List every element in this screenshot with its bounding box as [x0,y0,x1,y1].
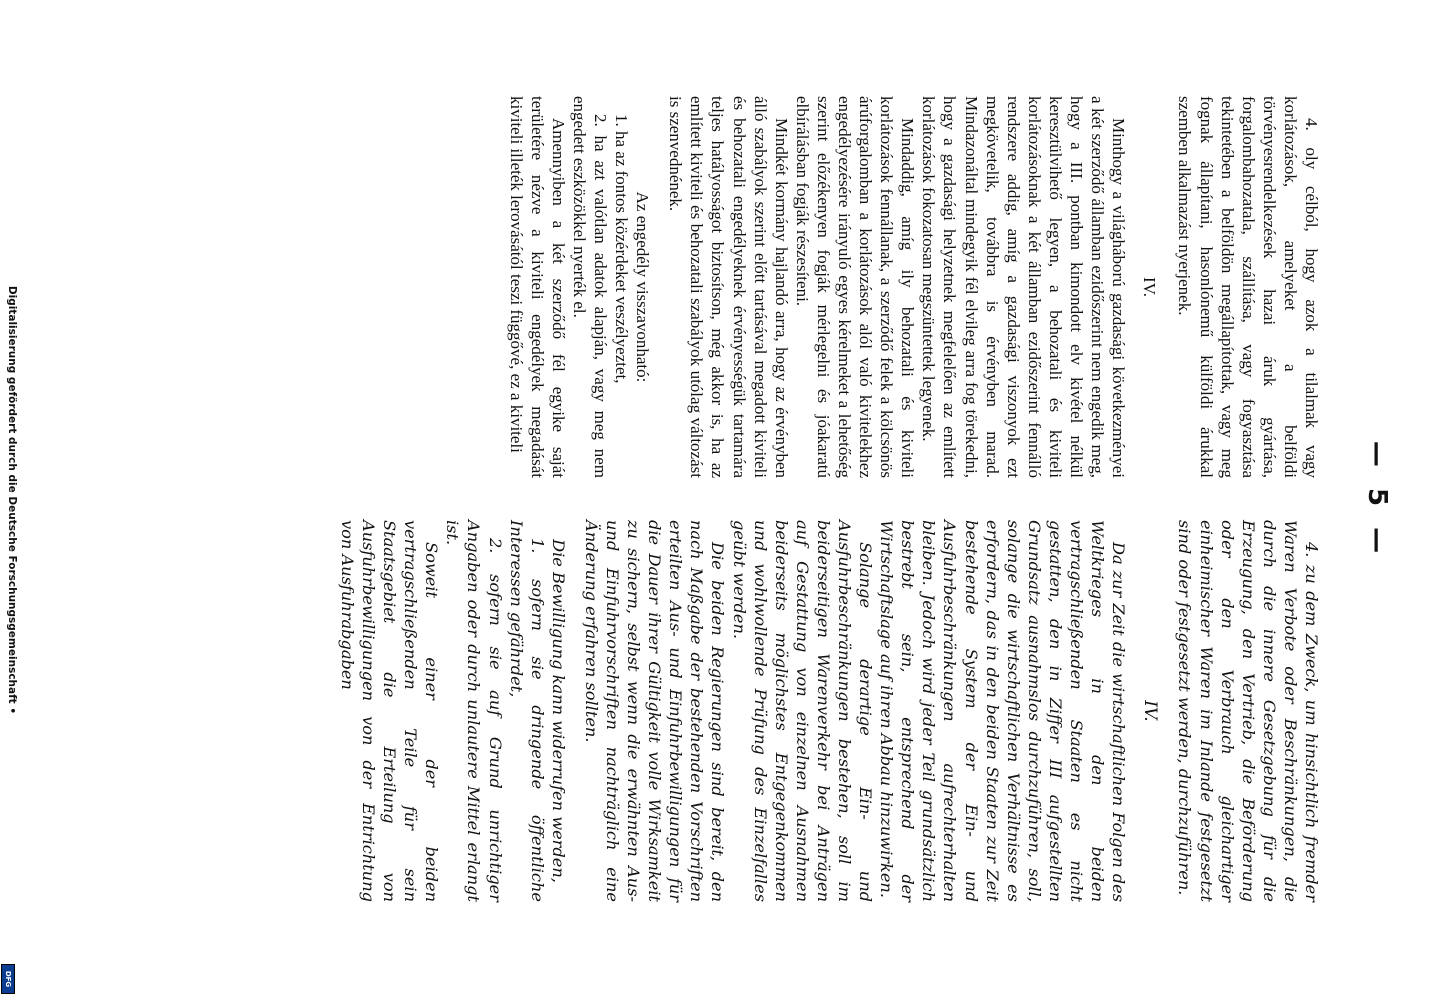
hu-paragraph-1: 4. oly célból, hogy azok a tilalmak vagy korlátozások, amelyeket a belföldi törvényesrendelkezések hazai áruk gyártása, forgalombahozatala, szállítása, vagy fogyasztása tekintetében a belföldön megállapítottak, vagy meg fognak állapítani, hasonlónemű külföldi árukkal szemben alkalmazást nyerjenek. [1175,96,1321,478]
hu-paragraph-3: Mindaddig, amíg ily behozatali és kiviteli korlátozások fennállanak, a szerződő felek a kölcsönös árúforgalomban a korlátozások alól való kivitelekhez engedélyezésére irányuló egyes kérelmeket a lehetőség szerint előzékenyen fogják mérlegelni és jóakaratú elbírálásban fogják részesíteni. [792,96,918,478]
dfg-logo-text: DFG [4,970,12,988]
de-paragraph-3: Solange derartige Ein- und Ausfuhrbeschränkungen bestehen, soll im beiderseitigen Warenverkehr bei Anträgen auf Gestattung von einzelnen Ausnahmen beiderseits möglichstes Entgegenkommen und wohlwollende Prüfung des Einzelfalles geübt werden. [729,520,876,902]
hu-paragraph-5: Az engedély visszavonható: [633,191,653,383]
de-paragraph-5: Die Bewilligung kann widerrufen werden, [548,539,568,883]
hu-paragraph-6: Amennyiben a két szerződő fél egyike saját területére nézve a kiviteli engedélyek megadását kiviteli illeték lerovásától teszi függővé, ez a kiviteli [506,96,568,478]
de-paragraph-4: Die beiden Regierungen sind bereit, den nach Maßgabe der bestehenden Vorschriften erteilten Aus- und Einfuhrbewilligungen für die Dauer ihrer Gültigkeit volle Wirksamkeit zu sichern, selbst wenn die erwähnten Aus- und Einfuhrvorschriften nachträglich eine Änderung erfahren sollten. [581,520,728,902]
hu-section-heading: IV. [1140,277,1160,297]
page-header: — 5 — [1362,440,1392,560]
digitization-credit: Digitalisierung gefördert durch die Deutsche Forschungsgemeinschaft • [6,285,18,715]
hu-list-item-1: 1. ha az fontos közérdeket veszélyeztet, [612,114,632,384]
de-section-heading: IV. [1140,700,1161,722]
german-column [337,520,1322,902]
hu-paragraph-2: Minthogy a világháború gazdasági következményei a két szerződő államban ezidőszerint nem engedik meg, hogy a III. pontban kimondott elv kivétel nélkül keresztülvihető legyen, a behozatali és kiviteli korlátozásoknak a két államban ezidőszerint fennálló rendszere addig, amíg a gazdasági viszonyok ezt megkövetelik, továbbra is érvényben marad. Mindazonáltal mindegyik fél elvileg arra fog törekedni, hogy a gazdasági helyzetnek megfelelően az említett korlátozások fokozatosan megszüntettek legyenek. [919,96,1129,478]
de-paragraph-6: Soweit einer der beiden vertragschließenden Teile für sein Staatsgebiet die Erteilung von Ausfuhrbewilligungen von der Entrichtung von Ausfuhrabgaben [337,520,442,902]
dfg-logo [1,964,15,994]
de-list-item-1: 1. sofern sie dringende öffentliche Interessen gefährdet, [506,520,547,902]
hu-paragraph-4: Mindkét kormány hajlandó arra, hogy az érvényben álló szabályok szerint előtt tartásával megadott kiviteli és behozatali engedélyeknek érvényességük tartamára teljes hatályosságot biztosítson, még akkor is, ha az említett kiviteli és behozatali szabályok utólag változást is szenvednének. [666,96,791,478]
de-list-item-2: 2. sofern sie auf Grund unrichtiger Angaben oder durch unlautere Mittel erlangt ist. [443,520,505,902]
hu-list-item-2: 2. ha azt valótlan adatok alapján, vagy meg nem engedett eszközökkel nyerték el. [569,96,610,478]
de-paragraph-2: Da zur Zeit die wirtschaftlichen Folgen des Weltkrieges in den beiden vertragschließenden Staaten es nicht gestatten, den in Ziffer III aufgestellten Grundsatz ausnahmslos durchzuführen, soll, solange die wirtschaftlichen Verhältnisse es erfordern, das in den beiden Staaten zur Zeit bestehende System der Ein- und Ausfuhrbeschränkungen aufrechterhalten bleiben. Jedoch wird jeder Teil grundsätzlich bestrebt sein, entsprechend der Wirtschaftslage auf ihren Abbau hinzuwirken. [877,520,1129,902]
de-paragraph-1: 4. zu dem Zweck, um hinsichtlich fremder Waren Verbote oder Beschränkungen, die durch die innere Gesetzgebung für die Erzeugung, den Vertrieb, die Beförderung oder den Verbrauch gleichartiger einheimischer Waren im Inlande festgesetzt sind oder festgesetzt werden, durchzuführen. [1175,520,1321,902]
hungarian-column [506,96,1322,478]
